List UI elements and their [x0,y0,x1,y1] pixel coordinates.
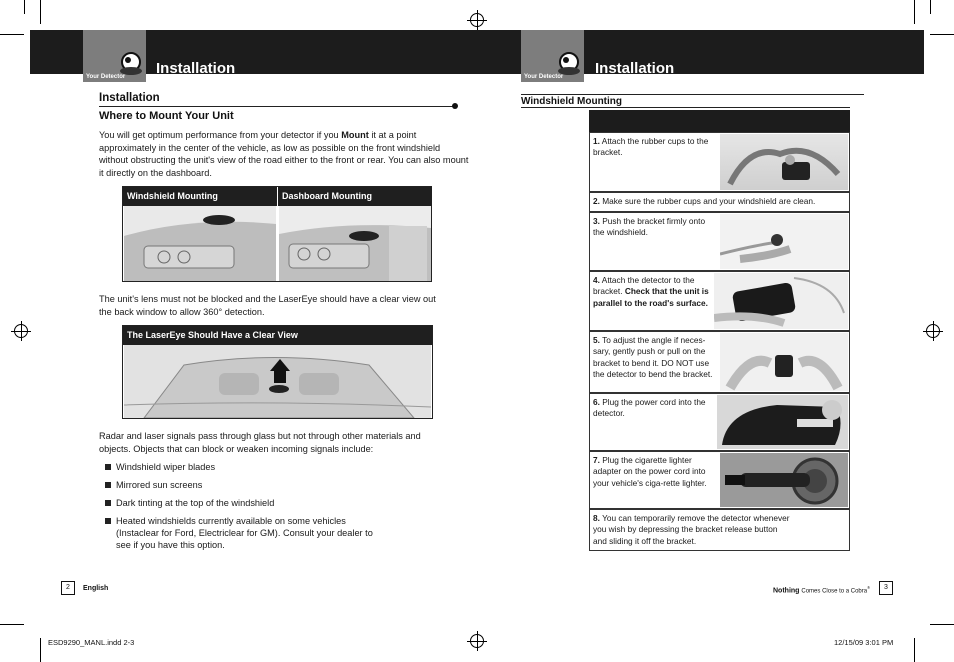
tab-label: Your Detector [524,74,564,80]
crop-mark [930,34,954,35]
intro-paragraph [99,129,469,179]
subheading: Where to Mount Your Unit [99,110,234,122]
bullet-square-icon [105,482,111,488]
bullet-item [105,479,405,491]
lasereye-label: The LaserEye Should Have a Clear View [123,326,432,345]
intro-bold: Mount [341,130,369,140]
bullet-text: Mirrored sun screens [116,480,203,490]
crop-mark [40,0,41,24]
tagline-rest: Comes Close to a Cobra [801,588,868,595]
windshield-mounting-photo [124,206,276,281]
step-photo [720,453,848,507]
crop-mark [40,638,41,662]
crop-mark [914,0,915,24]
bullet-item [105,461,405,473]
step-text [593,196,848,207]
step-text [593,136,713,159]
step-body: Plug the cigarette lighter adapter on the power cord into your vehicle's ciga-rette lighter. [593,455,707,488]
registration-mark-icon [470,13,484,27]
crop-mark [0,624,24,625]
lasereye-photo [124,345,431,418]
step-text [593,275,711,309]
bullet-square-icon [105,464,111,470]
dashboard-mounting-photo [279,206,431,281]
page-number: 3 [879,581,893,595]
lens-paragraph: The unit's lens must not be blocked and the LaserEye should have a clear view out the back window to allow 360° detection. [99,294,436,317]
header-tab [521,30,584,82]
step-number: 7. [593,455,600,465]
step-row [589,393,850,451]
footer-tagline [773,585,870,594]
registration-mark-icon [470,634,484,648]
step-row [589,192,850,212]
step-photo [717,395,848,449]
step-text [593,513,793,547]
step-text [593,216,718,239]
mounting-figure [122,186,432,282]
bullet-text: Windshield wiper blades [116,462,216,472]
tab-label: Your Detector [86,74,126,80]
registration-mark-icon [926,324,940,338]
crop-mark [914,638,915,662]
section-rule [99,106,454,107]
step-body: To adjust the angle if neces-sary, gently push or pull on the bracket to bend it. DO NOT use the detector to bend the bracket. [593,335,713,379]
step-text [593,397,713,420]
step-body-bold: Check that the unit is parallel to the road's surface. [593,286,709,308]
step-row [589,331,850,393]
step-row [589,271,850,331]
tagline-bold: Nothing [773,587,800,595]
step-body: Push the bracket firmly onto the windshield. [593,216,706,238]
step-number: 8. [593,513,600,523]
registration-mark-icon [14,324,28,338]
crop-mark [24,0,25,14]
bullet-item [105,515,389,551]
page-title: Installation [156,60,236,77]
section-underline [521,107,850,108]
step-number: 6. [593,397,600,407]
header-tab [83,30,146,82]
bullet-square-icon [105,518,111,524]
step-number: 2. [593,196,600,206]
footer-language: English [83,585,109,592]
step-photo [720,214,848,269]
section-title: Windshield Mounting [521,96,623,107]
step-number: 5. [593,335,600,345]
step-body: You can temporarily remove the detector whenever you wish by depressing the bracket release button and sliding it off the bracket. [593,513,790,546]
step-body: Make sure the rubber cups and your windshield are clean. [602,196,816,206]
step-body: Attach the rubber cups to the bracket. [593,136,709,158]
lasereye-figure [122,325,433,419]
step-body: Attach the detector to the bracket. [593,275,695,297]
step-text [593,335,719,380]
section-title: Installation [99,92,160,104]
intro-text-rest: it at a point approximately in the center of the vehicle, as low as possible on the front windshield without obstructing the unit's view of the road either to the front or rear. You can also mount it directly on the dashboard. [99,130,469,178]
page-number: 2 [61,581,75,595]
step-photo [720,333,848,391]
step-number: 3. [593,216,600,226]
crop-mark [930,624,954,625]
slug-file: ESD9290_MANL.indd 2-3 [48,638,135,647]
step-row [589,212,850,271]
dashboard-mounting-label: Dashboard Mounting [278,187,432,206]
bullet-text: Dark tinting at the top of the windshield [116,498,275,508]
trademark: ® [867,585,871,590]
step-row [589,509,850,551]
step-body: Plug the power cord into the detector. [593,397,706,419]
page-title: Installation [595,60,675,77]
step-row [589,451,850,509]
intro-text: You will get optimum performance from your detector if you [99,130,339,140]
step-photo [714,273,848,329]
step-photo [720,134,848,190]
bullet-text: Heated windshields currently available on some vehicles (Instaclear for Ford, Electriclear for GM). Consult your dealer to see if you have this option. [116,516,373,550]
rule-dot [452,103,458,109]
section-rule [521,94,864,95]
crop-mark [930,0,931,14]
step-row [589,132,850,192]
crop-mark [0,34,24,35]
step-number: 4. [593,275,600,285]
windshield-mounting-label: Windshield Mounting [123,187,277,206]
step-number: 1. [593,136,600,146]
step-text [593,455,719,489]
slug-date: 12/15/09 3:01 PM [834,638,894,647]
bullet-square-icon [105,500,111,506]
steps-header-bar [589,110,850,132]
signals-paragraph: Radar and laser signals pass through glass but not through other materials and objects. Objects that can block or weaken incoming signals include: [99,431,421,454]
bullet-item [105,497,405,509]
